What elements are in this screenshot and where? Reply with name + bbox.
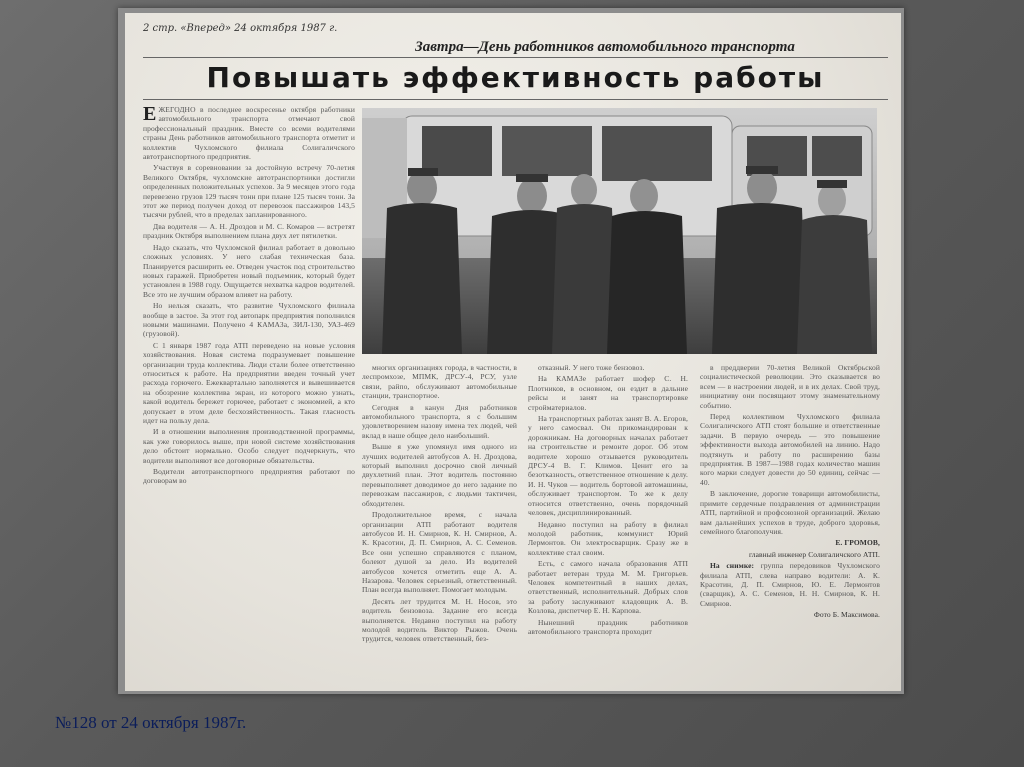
column3-paragraph: На КАМАЗе работает шофер С. Н. Плотников, в основном, он ездит в дальние рейсы и занят на транспортировке стройматериалов. (528, 374, 688, 412)
column3-paragraph: Нынешний праздник работников автомобильного транспорта проходит (528, 617, 688, 636)
column3-paragraph: отказный. У него тоже бензовоз. (538, 363, 645, 372)
column1-paragraph: Надо сказать, что Чухломской филиал работает в довольно сложных условиях. У него слабая техническая база. Планируется расширить ее. Отведен участок под строительство новых гаражей. Приобретен новый подъемник, который будет установлен в 1988 году. Ощущается нехватка кадров водителей. Все это не лучшим образом влияет на работу. (143, 242, 355, 299)
newspaper-page (125, 13, 901, 691)
group-photo-image (362, 108, 877, 354)
column2-paragraph: многих организациях города, в частности, в леспромхозе, МПМК, ДРСУ-4, РСУ, узле связи, райпо, обслуживают автомобильные станции, транспортное. (362, 363, 517, 401)
column2-paragraph: Десять лет трудится М. Н. Носов, это водитель бензовоза. Задание его всегда выполняется. Недавно поступил на работу молодой водитель Виктор Рыжов. Очень трудится, человек ответственный, без- (362, 596, 517, 644)
newspaper-header-line: 2 стр. «Вперед» 24 октября 1987 г. (143, 23, 338, 34)
article-column-3 (528, 363, 688, 685)
column4-paragraph: В заключение, дорогие товарищи автомобилисты, примите сердечные поздравления от администрации АТП, партийной и профсоюзной организаций. Желаю вам дальнейших успехов в труде, доброго здоровья, семейного благополучия. (700, 489, 880, 536)
column3-paragraph: Недавно поступил на работу в филиал молодой работник, коммунист Юрий Лермонтов. Он электросварщик. Сразу же в коллективе стал своим. (528, 519, 688, 557)
column3-paragraph: Есть, с самого начала образования АТП работает ветеран труда М. М. Григорьев. Человек компетентный в наших делах, ответственный, исполнительный. Добрых слов за работу заслуживают кладовщик А. В. Козлова, диспетчер Е. Н. Карпова. (528, 559, 688, 616)
drop-cap: Е (143, 105, 157, 125)
photo-caption-label: На снимке: (710, 561, 755, 571)
column2-paragraph: Продолжительное время, с начала организации АТП работают водителя автобусов И. Н. Смирнов, К. Н. Смирнов, А. К. Красотин, Д. П. Смирнов, А. С. Семенов. Все они успешно справляются с планом, болеют душой за дело. Из водителей автобусов хочется отметить еще А. А. Назарова. Человек серьезный, ответственный. План всегда выполняет. Помогает молодым. (362, 510, 517, 595)
column4-paragraph: в преддверии 70-летия Великой Октябрьской социалистической революции. Это сказывается во всем — в настроении людей, и в их делах. Свой труд, инициативу они посвящают этому знаменательному событию. (700, 363, 880, 410)
column2-paragraph: Сегодня в канун Дня работников автомобильного транспорта, я с большим удовлетворением назову имена тех людей, чей вклад в наше общее дело наибольший. (362, 402, 517, 440)
group-photo (362, 108, 877, 354)
column1-paragraph: И в отношении выполнения производственной программы, как уже говорилось выше, при новой системе хозяйствования дело обстоит нормально. Особо следует подчеркнуть, что водители выполняют все договорные обязательства. (143, 427, 355, 465)
slide-caption: №128 от 24 октября 1987г. (55, 713, 247, 732)
column1-paragraph: Водители автотранспортного предприятия работают по договорам во (143, 467, 355, 486)
article-headline: Повышать эффективность работы (206, 61, 825, 94)
column2-paragraph: Выше я уже упомянул имя одного из лучших водителей автобусов А. Н. Дроздова, который выполнил досрочно свой личный двухлетний план. Этот водитель постоянно перевыполняет доводимое до него задание по перевозкам пассажиров, с людьми тактичен, обходителен. (362, 442, 517, 508)
article-column-1 (143, 105, 355, 685)
photo-caption: группа передовиков Чухломского филиала АТП, слева направо водители: А. К. Красотин, Д. П. Смирнов, Ю. Е. Лермонтов (сварщик), А. С. Семенов, Н. Н. Смирнов, К. Н. Смирнов. (700, 561, 880, 608)
article-column-4 (700, 363, 880, 688)
article-kicker: Завтра—День работников автомобильного транспорта (415, 39, 795, 55)
author-signature: Е. ГРОМОВ, (835, 538, 880, 548)
photo-credit: Фото Б. Максимова. (813, 610, 880, 620)
column3-paragraph: На транспортных работах занят В. А. Егоров, у него самосвал. Он прикомандирован к дорожникам. На договорных началах работает на строительстве и ремонте дорог. Об этом водителе хорошо отзывается руководитель ДРСУ-4 В. Г. Климов. Ценит его за безотказность, ответственное отношение к делу. И. Н. Чуков — водитель бортовой автомашины, обслуживает транспортом. То же к делу относится ответственно, очень порядочный человек, дисциплинированный. (528, 414, 688, 518)
headline-rule (143, 99, 888, 100)
column1-paragraph: Но нельзя сказать, что развитие Чухломского филиала вообще в застое. За этот год автопарк предприятия пополнился новыми машинами. Получено 4 КАМАЗа, ЗИЛ-130, УАЗ-469 (грузовой). (143, 301, 355, 339)
article-column-2 (362, 363, 517, 685)
column4-paragraph: Перед коллективом Чухломского филиала Солигаличского АТП стоят большие и ответственные задачи. В первую очередь — это повышение эффективности выхода автомобилей на линию. Надо подтянуть и работу по расширению базы предприятия. В 1987—1988 годах количество машин кого марки следует довести до 50 единиц, сейчас — 40. (700, 412, 880, 487)
column1-paragraph: ЖЕГОДНО в последнее воскресенье октября работники автомобильного транспорта отмечают свой профессиональный праздник. Вместе со всеми водителями страны День работников автомобильного транспорта отметит и коллектив Чухломского филиала Солигаличского автотранспортного предприятия. (143, 105, 355, 162)
column1-paragraph: С 1 января 1987 года АТП переведено на новые условия хозяйствования. Новая система подразумевает повышение организации труда коллектива. Люди стали более ответственно относиться к работе. На предприятии введен точный учет расхода горючего. Ежеквартально заполняется и вывешивается на обозрение коллектива экран, из которого можно узнать, какой водитель бережет горючее, работает с экономией, а кто допускает в этом деле бесхозяйственность. Такая гласность идет на пользу дела. (143, 340, 355, 425)
header-rule (143, 57, 888, 58)
column1-paragraph: Участвуя в соревновании за достойную встречу 70-летия Великого Октября, чухломские автотранспортники достигли определенных положительных успехов. За 9 месяцев этого года перевезено грузов 129 тысяч тонн при плане 125 тысяч тонн. За этот же период получен доход от перевозок пассажиров 143,5 тысячи рублей, что в пределах запланированного. (143, 163, 355, 220)
column1-paragraph: Два водителя — А. Н. Дроздов и М. С. Комаров — встретят праздник Октября выполнением плана двух лет пятилетки. (143, 221, 355, 241)
author-position: главный инженер Солигаличского АТП. (748, 549, 880, 559)
